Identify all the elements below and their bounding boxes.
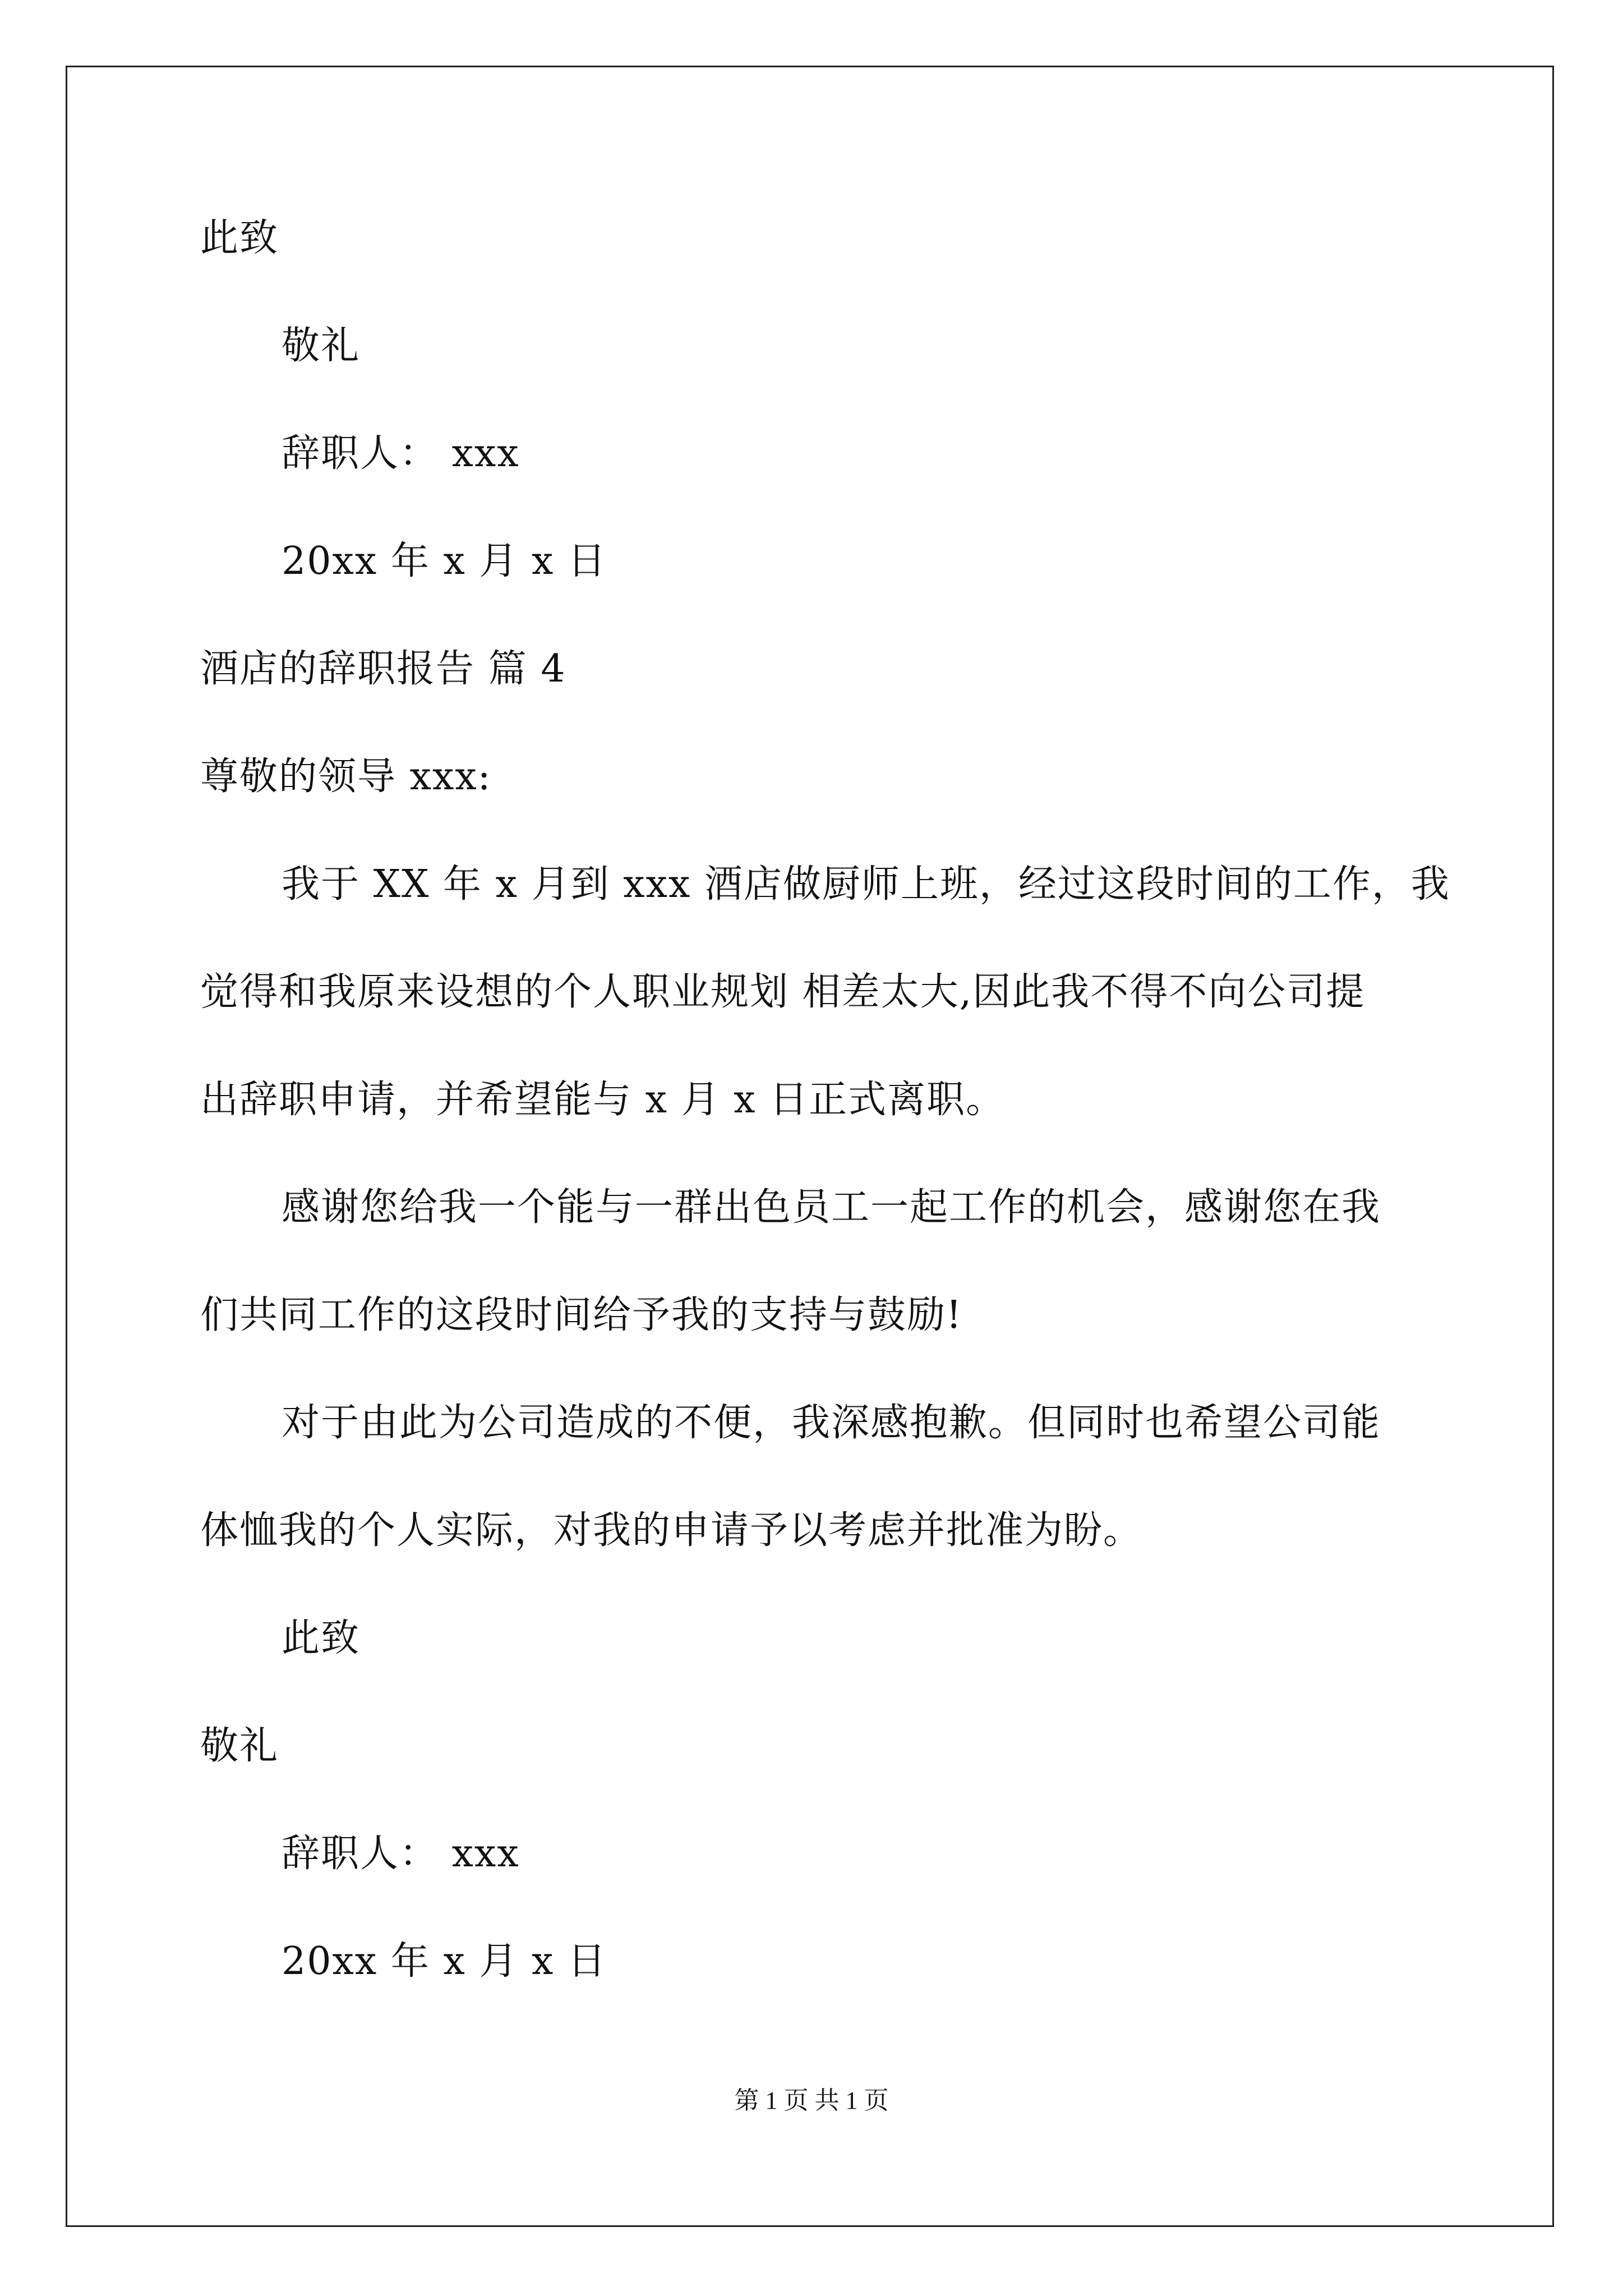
paragraph-1-line-1: 我于 XX 年 x 月到 xxx 酒店做厨师上班，经过这段时间的工作，我	[282, 862, 1450, 907]
closing-salutation-2: 此致	[282, 1616, 361, 1660]
paragraph-2-line-1: 感谢您给我一个能与一群出色员工一起工作的机会，感谢您在我	[282, 1185, 1381, 1230]
greeting: 尊敬的领导 xxx:	[200, 754, 492, 799]
date-line: 20xx 年 x 月 x 日	[282, 539, 607, 583]
closing-salutation: 此致	[200, 216, 279, 260]
paragraph-2-line-2: 们共同工作的这段时间给予我的支持与鼓励!	[200, 1293, 963, 1337]
section-title: 酒店的辞职报告 篇 4	[200, 647, 566, 691]
paragraph-3-line-1: 对于由此为公司造成的不便，我深感抱歉。但同时也希望公司能	[282, 1401, 1381, 1445]
paragraph-1-line-3: 出辞职申请，并希望能与 x 月 x 日正式离职。	[200, 1078, 1006, 1122]
signature-line: 辞职人： xxx	[282, 431, 520, 476]
signature-line-2: 辞职人： xxx	[282, 1832, 520, 1876]
paragraph-1-line-2: 觉得和我原来设想的个人职业规划 相差太大,因此我不得不向公司提	[200, 970, 1366, 1014]
closing-respect: 敬礼	[282, 324, 361, 368]
paragraph-3-line-2: 体恤我的个人实际，对我的申请予以考虑并批准为盼。	[200, 1508, 1143, 1553]
page-border	[66, 66, 1554, 2227]
date-line-2: 20xx 年 x 月 x 日	[282, 1939, 607, 1984]
page-footer: 第 1 页 共 1 页	[734, 2087, 889, 2114]
closing-respect-2: 敬礼	[200, 1724, 279, 1768]
